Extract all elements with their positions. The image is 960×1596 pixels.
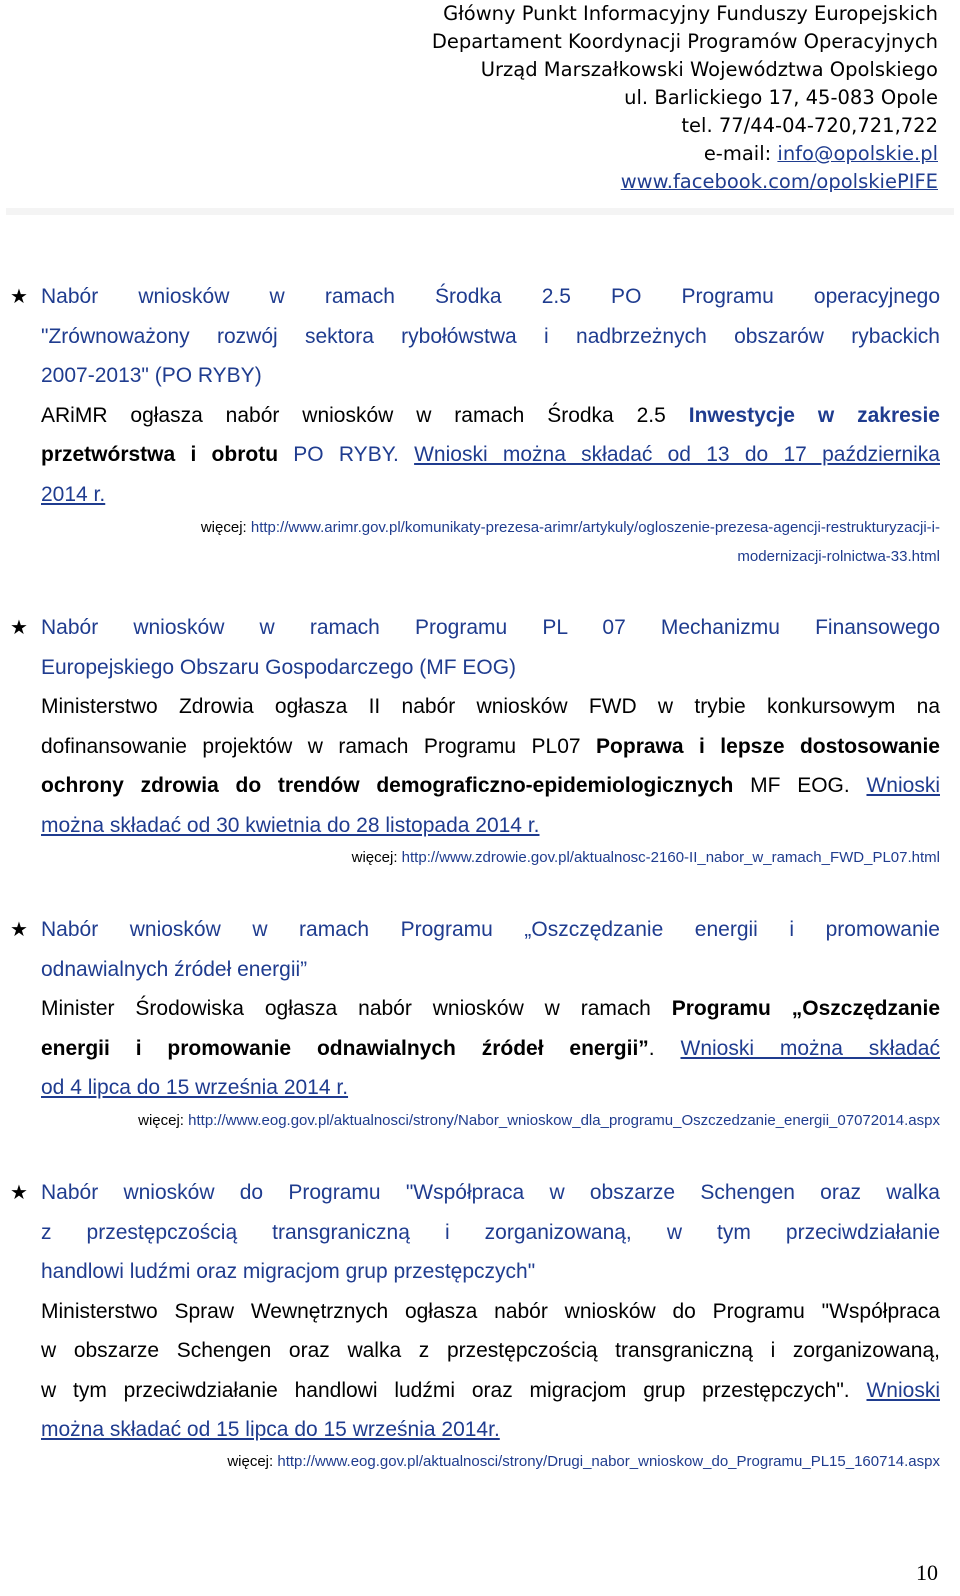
more-link[interactable]: http://www.eog.gov.pl/aktualnosci/strony/Drugi_nabor_wnioskow_do_Programu_PL15_160714.aspx	[277, 1453, 940, 1470]
announcement-body-line	[41, 435, 940, 475]
more-link[interactable]: modernizacji-rolnictwa-33.html	[737, 548, 940, 565]
announcement-title-line: 2007-2013" (PO RYBY)	[41, 364, 262, 387]
announcement-4-content	[41, 1173, 940, 1450]
more-info-line	[201, 514, 940, 542]
header-line: Departament Koordynacji Programów Operacyjnych	[431, 30, 938, 53]
announcement-body-line	[41, 1068, 940, 1108]
email-link[interactable]: info@opolskie.pl	[777, 142, 938, 165]
deadline-text: Wnioski	[866, 774, 940, 797]
star-bullet-icon: ★	[10, 617, 28, 639]
header-email-line	[432, 140, 938, 168]
star-bullet-icon: ★	[10, 286, 28, 308]
body-text: ARiMR ogłasza nabór wniosków w ramach Środka 2.5	[41, 403, 666, 427]
more-label: więcej:	[200, 519, 251, 536]
body-bold: Inwestycje w zakresie	[688, 403, 940, 427]
more-info-line	[352, 844, 940, 872]
deadline-text: od 4 lipca do 15 września 2014 r.	[41, 1076, 349, 1099]
announcement-body-line	[41, 1371, 940, 1411]
body-text: dofinansowanie projektów w ramach Programu PL07	[41, 734, 581, 758]
announcement-body-line: Ministerstwo Zdrowia ogłasza II nabór wniosków FWD w trybie konkursowym na	[41, 695, 940, 718]
announcement-2-content	[41, 608, 940, 845]
body-text: .	[648, 1036, 655, 1060]
deadline-text: 2014 r.	[41, 482, 106, 506]
announcement-body-line	[41, 1410, 940, 1450]
more-info-line	[138, 1107, 940, 1135]
page-number: 10	[916, 1560, 938, 1585]
announcement-body-line	[41, 1029, 940, 1069]
body-text: Minister Środowiska ogłasza nabór wniosków w ramach	[41, 997, 651, 1020]
announcement-title-line: Nabór wniosków do Programu "Współpraca w obszarze Schengen oraz walka	[41, 1181, 940, 1204]
deadline-text: Wnioski można składać od 13 do 17 października	[414, 443, 940, 466]
announcement-title-line: handlowi ludźmi oraz migracjom grup przestępczych"	[41, 1260, 536, 1283]
star-bullet-icon: ★	[10, 919, 28, 941]
header-line: ul. Barlickiego 17, 45-083 Opole	[624, 86, 938, 109]
announcement-title-line: odnawialnych źródeł energii”	[41, 957, 308, 981]
announcement-title-line: Europejskiego Obszaru Gospodarczego (MF EOG)	[41, 655, 517, 679]
deadline-text: Wnioski można składać	[680, 1036, 940, 1060]
body-bold: energii i promowanie odnawialnych źródeł energii”	[41, 1036, 649, 1060]
more-link[interactable]: http://www.arimr.gov.pl/komunikaty-prezesa-arimr/artykuly/ogloszenie-prezesa-agencji-restrukturyzacji-i-	[250, 519, 940, 536]
more-label: więcej:	[351, 849, 402, 866]
body-bold: ochrony zdrowia do trendów demograficzno-epidemiologicznych	[41, 774, 734, 797]
email-label: e-mail:	[703, 142, 778, 165]
announcement-title-line: Nabór wniosków w ramach Programu PL 07 Mechanizmu Finansowego	[41, 616, 940, 639]
announcement-body-line	[41, 806, 940, 846]
header-divider	[6, 208, 954, 215]
body-bold: Poprawa i lepsze dostosowanie	[596, 734, 940, 758]
body-text: PO RYBY.	[293, 443, 399, 466]
header-facebook-line	[432, 168, 938, 196]
more-info-line	[737, 543, 940, 571]
more-label: więcej:	[227, 1453, 278, 1470]
more-label: więcej:	[138, 1112, 189, 1129]
announcement-title-line: "Zrównoważony rozwój sektora rybołówstwa i nadbrzeżnych obszarów rybackich	[41, 324, 940, 348]
announcement-body-line	[41, 396, 940, 436]
more-link[interactable]: http://www.zdrowie.gov.pl/aktualnosc-2160-II_nabor_w_ramach_FWD_PL07.html	[401, 849, 940, 866]
header-line: Główny Punkt Informacyjny Funduszy Europejskich	[443, 2, 938, 25]
facebook-link[interactable]: www.facebook.com/opolskiePIFE	[620, 170, 938, 193]
body-bold: Programu „Oszczędzanie	[671, 997, 940, 1020]
body-bold: przetwórstwa i obrotu	[41, 443, 279, 466]
announcement-body-line	[41, 475, 940, 515]
deadline-text: można składać od 15 lipca do 15 września 2014r.	[41, 1418, 500, 1441]
announcement-title-line: Nabór wniosków w ramach Programu „Oszczędzanie energii i promowanie	[41, 918, 940, 941]
announcement-3-content	[41, 910, 940, 1108]
announcement-title-line: Nabór wniosków w ramach Środka 2.5 PO Programu operacyjnego	[41, 285, 940, 308]
announcement-body-line: w obszarze Schengen oraz walka z przestępczością transgraniczną i zorganizowaną,	[41, 1339, 940, 1362]
contact-header	[432, 0, 938, 196]
announcement-title-line: z przestępczością transgraniczną i zorganizowaną, w tym przeciwdziałanie	[41, 1220, 940, 1244]
announcement-body-line	[41, 766, 940, 806]
announcement-body-line	[41, 989, 940, 1029]
deadline-text: można składać od 30 kwietnia do 28 listopada 2014 r.	[41, 813, 540, 837]
deadline-text: Wnioski	[866, 1378, 940, 1402]
header-line: tel. 77/44-04-720,721,722	[681, 114, 938, 137]
announcement-1-content	[41, 277, 940, 514]
announcement-body-line	[41, 727, 940, 767]
announcement-body-line: Ministerstwo Spraw Wewnętrznych ogłasza nabór wniosków do Programu "Współpraca	[41, 1299, 940, 1323]
more-link[interactable]: http://www.eog.gov.pl/aktualnosci/strony/Nabor_wnioskow_dla_programu_Oszczedzanie_energii_07072014.aspx	[188, 1112, 940, 1129]
star-bullet-icon: ★	[10, 1182, 28, 1204]
body-text: MF EOG.	[750, 774, 850, 797]
header-line: Urząd Marszałkowski Województwa Opolskiego	[480, 58, 938, 81]
more-info-line	[227, 1448, 940, 1476]
body-text: w tym przeciwdziałanie handlowi ludźmi oraz migracjom grup przestępczych".	[41, 1378, 850, 1402]
